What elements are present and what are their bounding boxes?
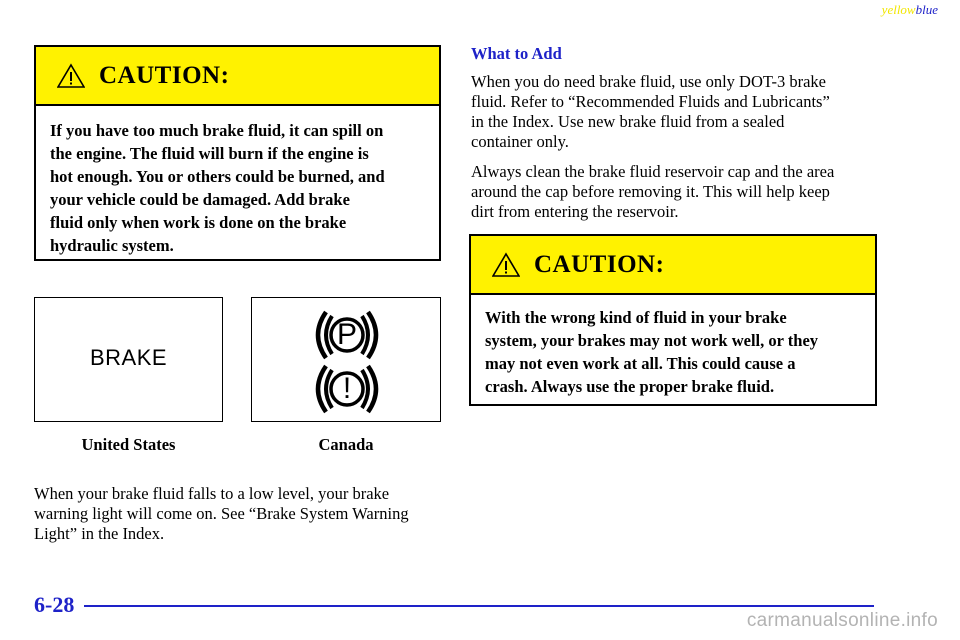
paragraph-line: When you do need brake fluid, use only DOT-3 brake <box>471 72 826 91</box>
paragraph-line: container only. <box>471 132 569 151</box>
caution-line: With the wrong kind of fluid in your brake <box>485 308 787 327</box>
caution-header <box>36 47 439 106</box>
paragraph-line: Light” in the Index. <box>34 524 165 543</box>
caution-title: CAUTION: <box>99 61 230 89</box>
symbol-p-letter: P <box>336 318 357 351</box>
brake-light-us-image <box>34 297 223 422</box>
caution-line: If you have too much brake fluid, it can spill on <box>50 121 384 140</box>
caution-line: crash. Always use the proper brake fluid. <box>485 377 775 396</box>
corner-tag-yellow: yellow <box>881 2 916 17</box>
caution-line: may not even work at all. This could cause a <box>485 354 796 373</box>
caption-united-states: United States <box>81 435 176 454</box>
caution-box-wrong-fluid <box>469 234 877 406</box>
caution-header <box>471 236 875 295</box>
brake-text-symbol: BRAKE <box>89 345 168 370</box>
caution-body <box>36 106 439 257</box>
caution-box-overfill <box>34 45 441 261</box>
caution-line: fluid only when work is done on the brake <box>50 213 347 232</box>
caption-canada: Canada <box>318 435 374 454</box>
page-number: 6-28 <box>34 592 75 617</box>
corner-tag-blue: blue <box>915 2 938 17</box>
caution-title: CAUTION: <box>534 250 665 278</box>
watermark-text: carmanualsonline.info <box>746 610 938 631</box>
what-to-add-paragraph-1 <box>471 72 830 152</box>
caution-body <box>471 295 875 398</box>
paragraph-line: When your brake fluid falls to a low level, your brake <box>34 484 390 503</box>
footer-rule <box>84 605 874 607</box>
brake-light-canada-image <box>251 297 441 422</box>
caution-line: your vehicle could be damaged. Add brake <box>50 190 350 209</box>
paragraph-line: fluid. Refer to “Recommended Fluids and Lubricants” <box>471 92 830 111</box>
low-level-paragraph <box>34 484 409 544</box>
paragraph-line: Always clean the brake fluid reservoir cap and the area <box>471 162 835 181</box>
paragraph-line: warning light will come on. See “Brake System Warning <box>34 504 409 523</box>
warning-triangle-icon <box>57 63 85 89</box>
caution-line: the engine. The fluid will burn if the engine is <box>50 144 369 163</box>
what-to-add-heading: What to Add <box>471 44 562 63</box>
paragraph-line: in the Index. Use new brake fluid from a sealed <box>471 112 785 131</box>
caution-line: hydraulic system. <box>50 236 174 255</box>
paragraph-line: around the cap before removing it. This will help keep <box>471 182 830 201</box>
corner-color-tag <box>882 2 938 18</box>
symbol-exclamation: ! <box>342 372 352 405</box>
paragraph-line: dirt from entering the reservoir. <box>471 202 679 221</box>
caution-line: hot enough. You or others could be burned, and <box>50 167 385 186</box>
what-to-add-paragraph-2 <box>471 162 834 222</box>
caution-line: system, your brakes may not work well, or they <box>485 331 819 350</box>
warning-triangle-icon <box>492 252 520 278</box>
